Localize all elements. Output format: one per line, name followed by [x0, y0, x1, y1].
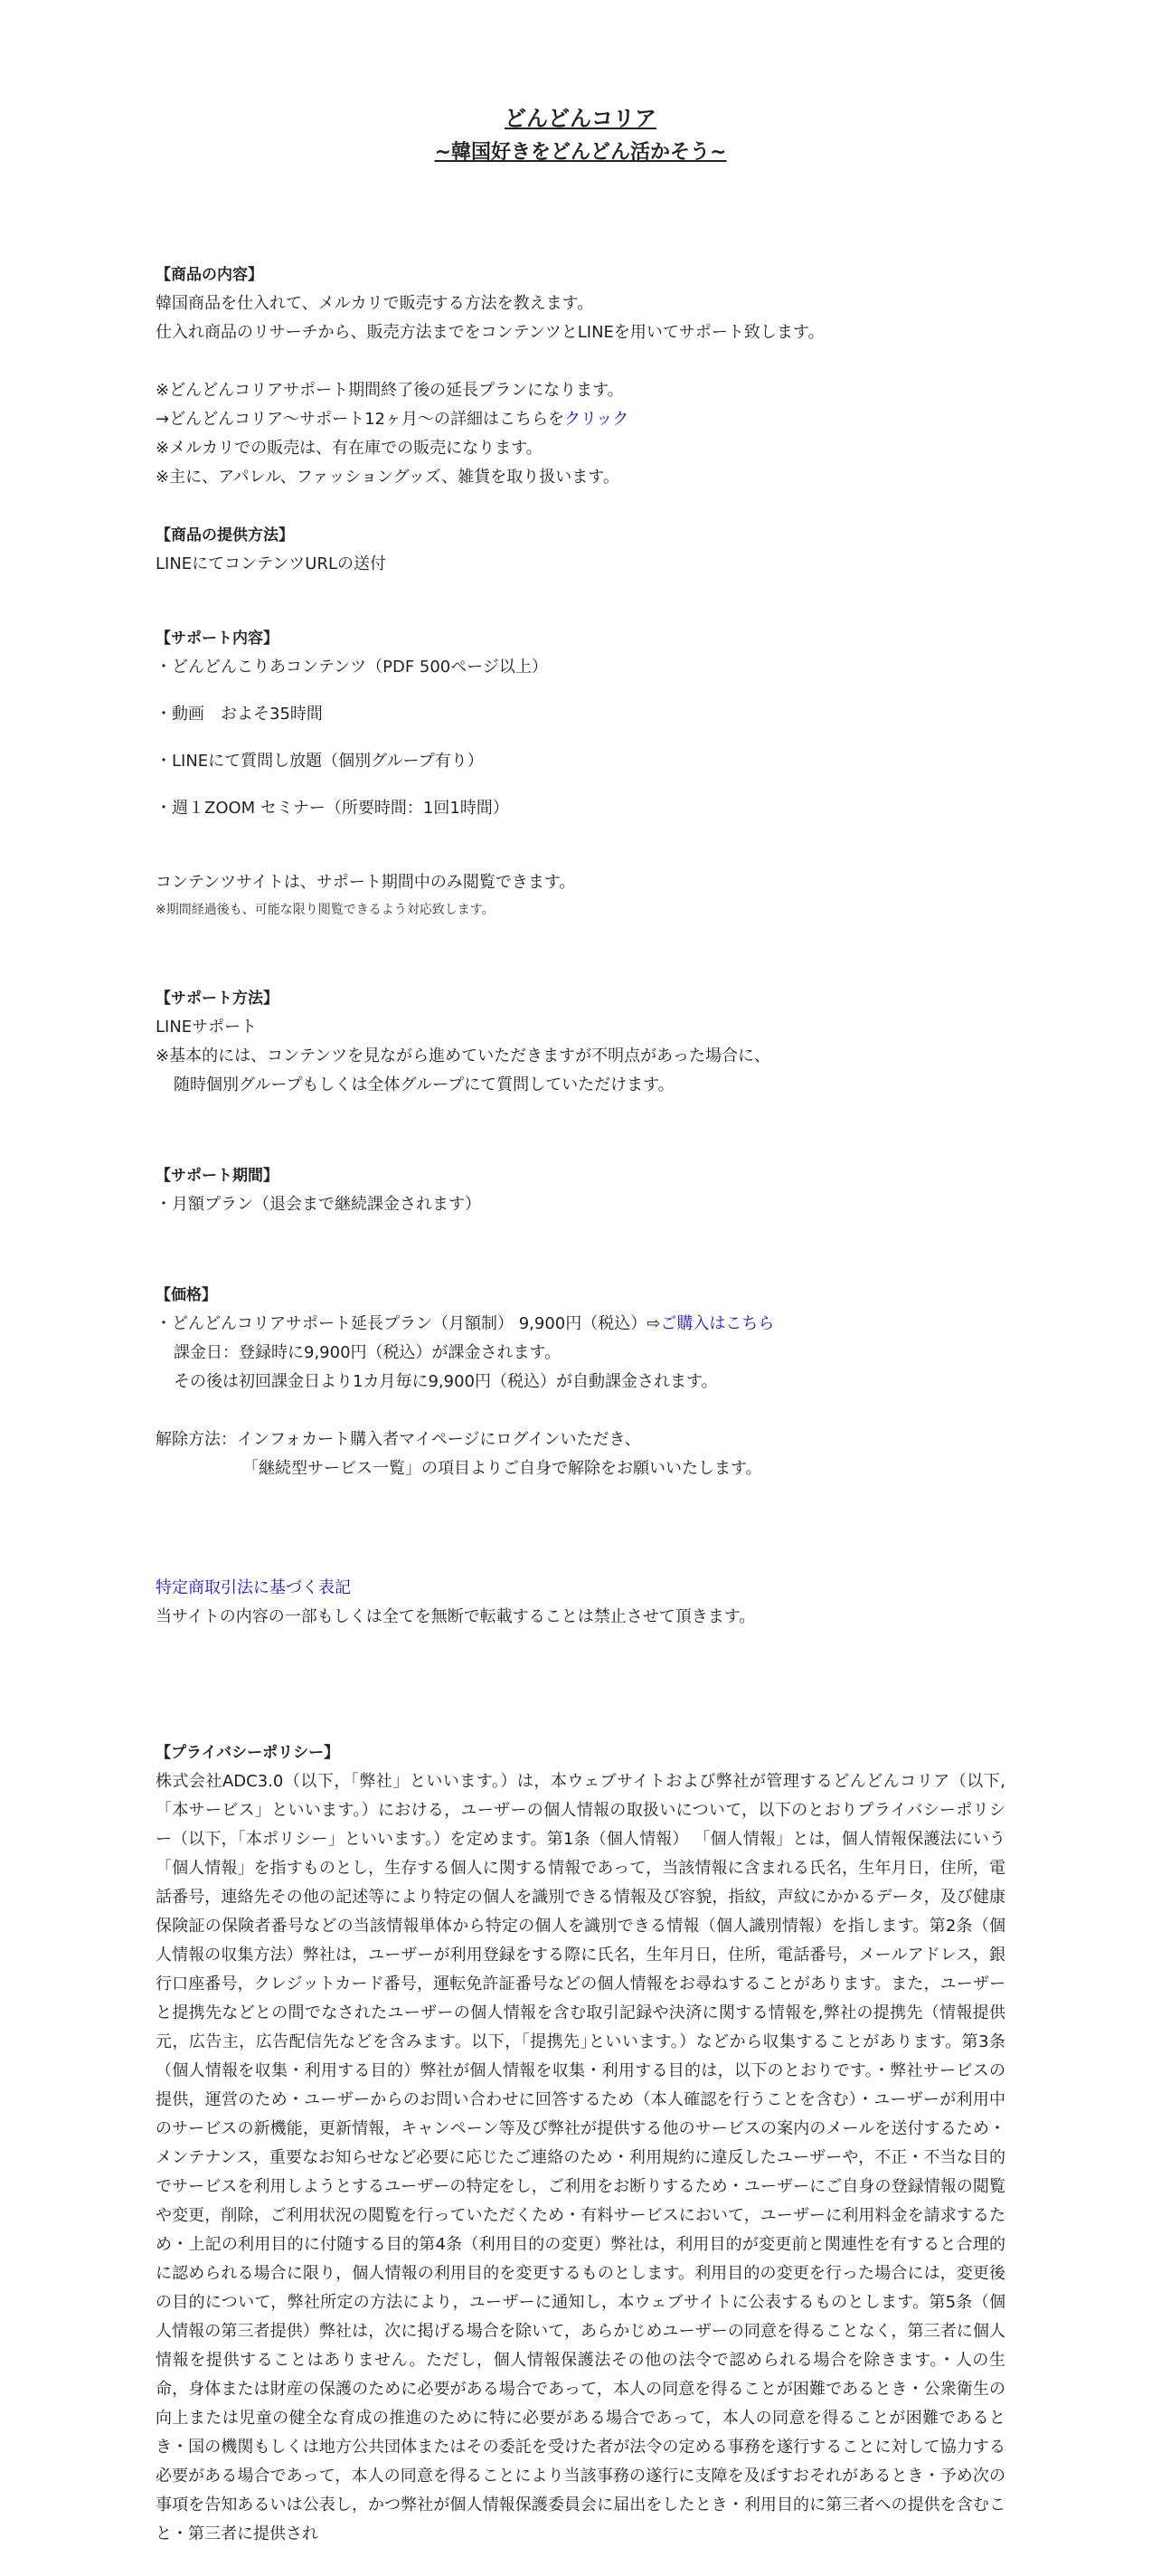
- product-line: 韓国商品を仕入れて、メルカリで販売する方法を教えます。: [156, 294, 594, 313]
- page-subtitle: ~韓国好きをどんどん活かそう~: [434, 141, 727, 164]
- support-period-text: ・月額プラン（退会まで継続課金されます）: [156, 1195, 481, 1214]
- billing-line: 課金日：登録時に9,900円（税込）が課金されます。: [174, 1343, 562, 1362]
- copyright-notice: 当サイトの内容の一部もしくは全てを無断で転載することは禁止させて頂きます。: [156, 1607, 756, 1626]
- support-method-line: LINEサポート: [156, 1018, 258, 1037]
- product-note: ※主に、アパレル、ファッショングッズ、雑貨を取り扱います。: [156, 468, 619, 487]
- support-method-line: ※基本的には、コンテンツを見ながら進めていただきますが不明点があった場合に、: [156, 1046, 770, 1065]
- delivery-text: LINEにてコンテンツURLの送付: [156, 554, 386, 573]
- support-content-note: コンテンツサイトは、サポート期間中のみ閲覧できます。: [156, 873, 576, 892]
- product-note: ※どんどんコリアサポート期間終了後の延長プランになります。: [156, 381, 624, 400]
- click-link[interactable]: クリック: [563, 410, 629, 429]
- price-plan: [156, 1310, 1005, 1339]
- support-content-heading: 【サポート内容】: [156, 630, 278, 648]
- price-heading: 【価格】: [156, 1286, 217, 1304]
- support-item: ・週１ZOOM セミナー（所要時間：1回1時間）: [156, 799, 509, 818]
- title-block: [0, 101, 1161, 170]
- support-period-heading: 【サポート期間】: [156, 1167, 278, 1185]
- product-note-text: →どんどんコリア〜サポート12ヶ月〜の詳細はこちらを: [156, 410, 564, 429]
- support-method-heading: 【サポート方法】: [156, 990, 278, 1008]
- support-item: ・どんどんこりあコンテンツ（PDF 500ページ以上）: [156, 658, 548, 677]
- main-content: [156, 260, 1005, 2549]
- privacy-heading: 【プライバシーポリシー】: [156, 1744, 340, 1762]
- billing-line: その後は初回課金日より1カ月毎に9,900円（税込）が自動課金されます。: [174, 1372, 718, 1391]
- purchase-link[interactable]: ご購入はこちら: [660, 1314, 775, 1333]
- support-item: ・動画 およそ35時間: [156, 705, 323, 724]
- privacy-policy-body: 株式会社ADC3.0（以下，「弊社」といいます。）は，本ウェブサイトおよび弊社が管理するどんどんコリア（以下,「本サービス」といいます。）における，ユーザーの個人情報の取扱いについて，以下のとおりプライバシーポリシー（以下，「本ポリシー」といいます。）を定めます。第1条（個人情報） 「個人情報」とは，個人情報保護法にいう「個人情報」を指すものとし，生存する個人に関する情報であって，当該情報に含まれる氏名，生年月日，住所，電話番号，連絡先その他の記述等により特定の個人を識別できる情報及び容貌，指紋，声紋にかかるデータ，及び健康保険証の保険者番号などの当該情報単体から特定の個人を識別できる情報（個人識別情報）を指します。第2条（個人情報の収集方法）弊社は，ユーザーが利用登録をする際に氏名，生年月日，住所，電話番号，メールアドレス，銀行口座番号，クレジットカード番号，運転免許証番号などの個人情報をお尋ねすることがあります。また，ユーザーと提携先などとの間でなされたユーザーの個人情報を含む取引記録や決済に関する情報を,弊社の提携先（情報提供元，広告主，広告配信先などを含みます。以下，｢提携先｣といいます。）などから収集することがあります。第3条（個人情報を収集・利用する目的）弊社が個人情報を収集・利用する目的は，以下のとおりです。・弊社サービスの提供，運営のため・ユーザーからのお問い合わせに回答するため（本人確認を行うことを含む）・ユーザーが利用中のサービスの新機能，更新情報，キャンペーン等及び弊社が提供する他のサービスの案内のメールを送付するため・メンテナンス，重要なお知らせなど必要に応じたご連絡のため・利用規約に違反したユーザーや，不正・不当な目的でサービスを利用しようとするユーザーの特定をし，ご利用をお断りするため・ユーザーにご自身の登録情報の閲覧や変更，削除，ご利用状況の閲覧を行っていただくため・有料サービスにおいて，ユーザーに利用料金を請求するため・上記の利用目的に付随する目的第4条（利用目的の変更）弊社は，利用目的が変更前と関連性を有すると合理的に認められる場合に限り，個人情報の利用目的を変更するものとします。利用目的の変更を行った場合には，変更後の目的について，弊社所定の方法により，ユーザーに通知し，本ウェブサイトに公表するものとします。第5条（個人情報の第三者提供）弊社は，次に掲げる場合を除いて，あらかじめユーザーの同意を得ることなく，第三者に個人情報を提供することはありません。ただし，個人情報保護法その他の法令で認められる場合を除きます。・人の生命，身体または財産の保護のために必要がある場合であって，本人の同意を得ることが困難であるとき・公衆衛生の向上または児童の健全な育成の推進のために特に必要がある場合であって，本人の同意を得ることが困難であるとき・国の機関もしくは地方公共団体またはその委託を受けた者が法令の定める事務を遂行することに対して協力する必要がある場合であって，本人の同意を得ることにより当該事務の遂行に支障を及ぼすおそれがあるとき・予め次の事項を告知あるいは公表し，かつ弊社が個人情報保護委員会に届出をしたとき・利用目的に第三者への提供を含むこと・第三者に提供され: [156, 1772, 1005, 2543]
- product-line: 仕入れ商品のリサーチから、販売方法までをコンテンツとLINEを用いてサポート致します。: [156, 323, 825, 342]
- delivery-heading: 【商品の提供方法】: [156, 526, 294, 545]
- support-method-line: 随時個別グループもしくは全体グループにて質問していただけます。: [174, 1075, 675, 1094]
- page-title: どんどんコリア: [505, 106, 656, 131]
- cancel-detail: 「継続型サービス一覧」の項目よりご自身で解除をお願いいたします。: [242, 1459, 762, 1478]
- price-plan-text: ・どんどんコリアサポート延長プラン（月額制） 9,900円（税込）⇨: [156, 1314, 661, 1333]
- support-item: ・LINEにて質問し放題（個別グループ有り）: [156, 752, 484, 771]
- product-note-with-link: [156, 405, 1005, 434]
- product-note: ※メルカリでの販売は、有在庫での販売になります。: [156, 439, 543, 458]
- support-content-small-note: ※期間経過後も、可能な限り閲覧できるよう対応致します。: [156, 903, 495, 917]
- legal-notice-link[interactable]: 特定商取引法に基づく表記: [156, 1578, 351, 1597]
- product-heading: 【商品の内容】: [156, 266, 263, 284]
- cancel-method: 解除方法：インフォカート購入者マイページにログインいただき、: [156, 1430, 641, 1449]
